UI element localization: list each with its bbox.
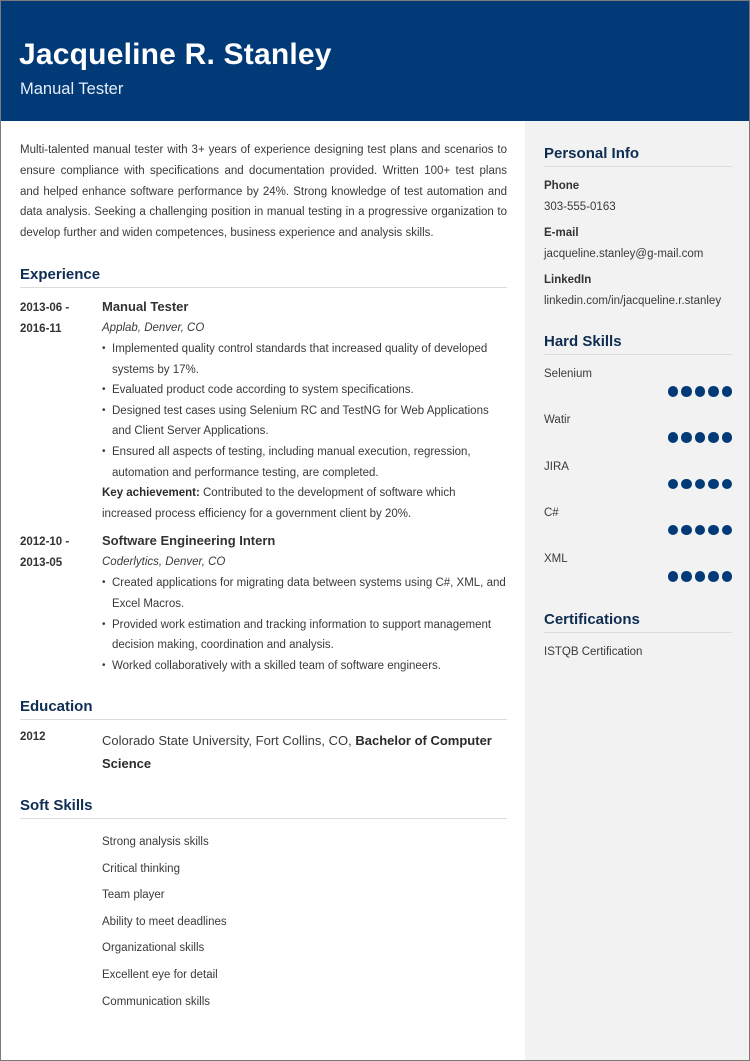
candidate-role: Manual Tester	[20, 80, 124, 98]
section-title-personal-info: Personal Info	[544, 145, 732, 167]
job-bullet: • Created applications for migrating data between systems using C#, XML, and Excel Macros.	[102, 573, 507, 614]
section-title-experience: Experience	[20, 266, 507, 288]
education-section	[20, 698, 507, 775]
rating-dot-icon	[708, 386, 719, 397]
section-title-certifications: Certifications	[544, 611, 732, 633]
key-achievement	[102, 483, 507, 524]
soft-skill-item: Organizational skills	[102, 942, 205, 955]
job-body	[102, 296, 507, 524]
email-value: jacqueline.stanley@g-mail.com	[544, 248, 704, 260]
job-entry	[20, 296, 507, 524]
rating-dot-icon	[668, 571, 679, 582]
hard-skills-section	[544, 333, 732, 593]
education-year: 2012	[20, 731, 46, 743]
certifications-section	[544, 611, 732, 662]
rating-dot-icon	[722, 571, 733, 582]
rating-dot-icon	[695, 479, 706, 490]
experience-section	[20, 266, 507, 676]
job-entry	[20, 530, 507, 676]
skill-rating-dots	[668, 386, 733, 397]
hard-skill-name: C#	[544, 506, 559, 519]
hard-skill-name: XML	[544, 553, 568, 566]
hard-skill-name: Selenium	[544, 368, 592, 380]
rating-dot-icon	[681, 432, 692, 443]
soft-skill-item: Team player	[102, 889, 165, 902]
rating-dot-icon	[668, 479, 679, 490]
skill-rating-dots	[668, 479, 733, 490]
linkedin-value: linkedin.com/in/jacqueline.r.stanley	[544, 295, 722, 307]
hard-skill-item	[544, 547, 732, 593]
rating-dot-icon	[668, 525, 679, 536]
education-text	[102, 729, 507, 775]
rating-dot-icon	[681, 479, 692, 490]
key-achievement-text: Contributed to the development of software which increased process efficiency for a government client by 20%.	[102, 487, 456, 520]
job-bullet: • Worked collaboratively with a skilled team of software engineers.	[102, 656, 507, 677]
skill-rating-dots	[668, 571, 733, 582]
hard-skill-item	[544, 501, 732, 547]
rating-dot-icon	[681, 525, 692, 536]
job-title: Manual Tester	[102, 299, 189, 314]
summary-paragraph: Multi-talented manual tester with 3+ years of experience designing test plans and scenarios to ensure compliance with specifications and documentation provided. Written 100+ test plans and helped enhance software performance by 24%. Strong knowledge of test automation and data analysis. Seeking a challenging position in manual testing in a progressive organization to develop further and widen competences, business experience and analysis skills.	[20, 144, 507, 240]
key-achievement-label: Key achievement:	[102, 487, 200, 500]
rating-dot-icon	[695, 571, 706, 582]
rating-dot-icon	[695, 432, 706, 443]
certification-item: ISTQB Certification	[544, 646, 643, 658]
rating-dot-icon	[708, 479, 719, 490]
education-school: Colorado State University, Fort Collins, CO,	[102, 733, 356, 748]
candidate-name: Jacqueline R. Stanley	[19, 38, 332, 71]
soft-skills-list	[102, 829, 507, 1015]
job-bullets	[102, 339, 507, 483]
phone-label: Phone	[544, 180, 580, 192]
job-bullets	[102, 573, 507, 676]
section-title-soft-skills: Soft Skills	[20, 797, 507, 819]
rating-dot-icon	[695, 386, 706, 397]
job-dates	[20, 532, 100, 574]
education-entry	[20, 729, 507, 775]
hard-skill-item	[544, 455, 732, 501]
rating-dot-icon	[668, 386, 679, 397]
soft-skill-item: Ability to meet deadlines	[102, 915, 227, 928]
job-company: Applab, Denver, CO	[102, 322, 205, 334]
rating-dot-icon	[722, 432, 733, 443]
job-bullet: • Provided work estimation and tracking information to support management decision making, coordination and analysis.	[102, 615, 507, 656]
section-title-education: Education	[20, 698, 507, 720]
job-dates	[20, 298, 100, 340]
job-date-end: 2016-11	[20, 323, 62, 335]
rating-dot-icon	[708, 571, 719, 582]
hard-skill-name: JIRA	[544, 460, 569, 473]
rating-dot-icon	[681, 386, 692, 397]
rating-dot-icon	[708, 432, 719, 443]
skill-rating-dots	[668, 432, 733, 443]
hard-skills-list	[544, 362, 732, 593]
rating-dot-icon	[722, 479, 733, 490]
soft-skill-item: Communication skills	[102, 995, 211, 1008]
job-title: Software Engineering Intern	[102, 533, 276, 549]
hard-skill-item	[544, 408, 732, 454]
job-bullet: • Implemented quality control standards that increased quality of developed systems by 17%.	[102, 339, 507, 380]
job-date-end: 2013-05	[20, 557, 63, 570]
job-body	[102, 530, 507, 676]
resume-header	[1, 1, 749, 121]
hard-skill-item	[544, 362, 732, 408]
main-column	[1, 121, 525, 1061]
soft-skill-item: Excellent eye for detail	[102, 968, 218, 981]
job-date-start: 2012-10 -	[20, 536, 70, 549]
rating-dot-icon	[668, 432, 679, 443]
rating-dot-icon	[722, 386, 733, 397]
job-date-start: 2013-06 -	[20, 302, 70, 314]
rating-dot-icon	[708, 525, 719, 536]
phone-value: 303-555-0163	[544, 201, 616, 213]
job-company: Coderlytics, Denver, CO	[102, 556, 226, 569]
rating-dot-icon	[722, 525, 733, 536]
linkedin-label: LinkedIn	[544, 274, 592, 286]
soft-skills-section	[20, 797, 507, 1015]
section-title-hard-skills: Hard Skills	[544, 333, 732, 355]
hard-skill-name: Watir	[544, 414, 571, 427]
education-degree: Bachelor of Computer Science	[102, 733, 492, 771]
soft-skill-item: Critical thinking	[102, 862, 180, 875]
soft-skill-item: Strong analysis skills	[102, 836, 209, 848]
job-bullet: • Designed test cases using Selenium RC and TestNG for Web Applications and Client Server Applications.	[102, 401, 507, 442]
job-bullet: • Ensured all aspects of testing, including manual execution, regression, automation and performance testing, are completed.	[102, 442, 507, 483]
personal-info-section	[544, 145, 732, 311]
rating-dot-icon	[681, 571, 692, 582]
rating-dot-icon	[695, 525, 706, 536]
skill-rating-dots	[668, 525, 733, 536]
email-label: E-mail	[544, 227, 579, 239]
sidebar	[525, 121, 749, 1061]
job-bullet: • Evaluated product code according to system specifications.	[102, 380, 507, 401]
